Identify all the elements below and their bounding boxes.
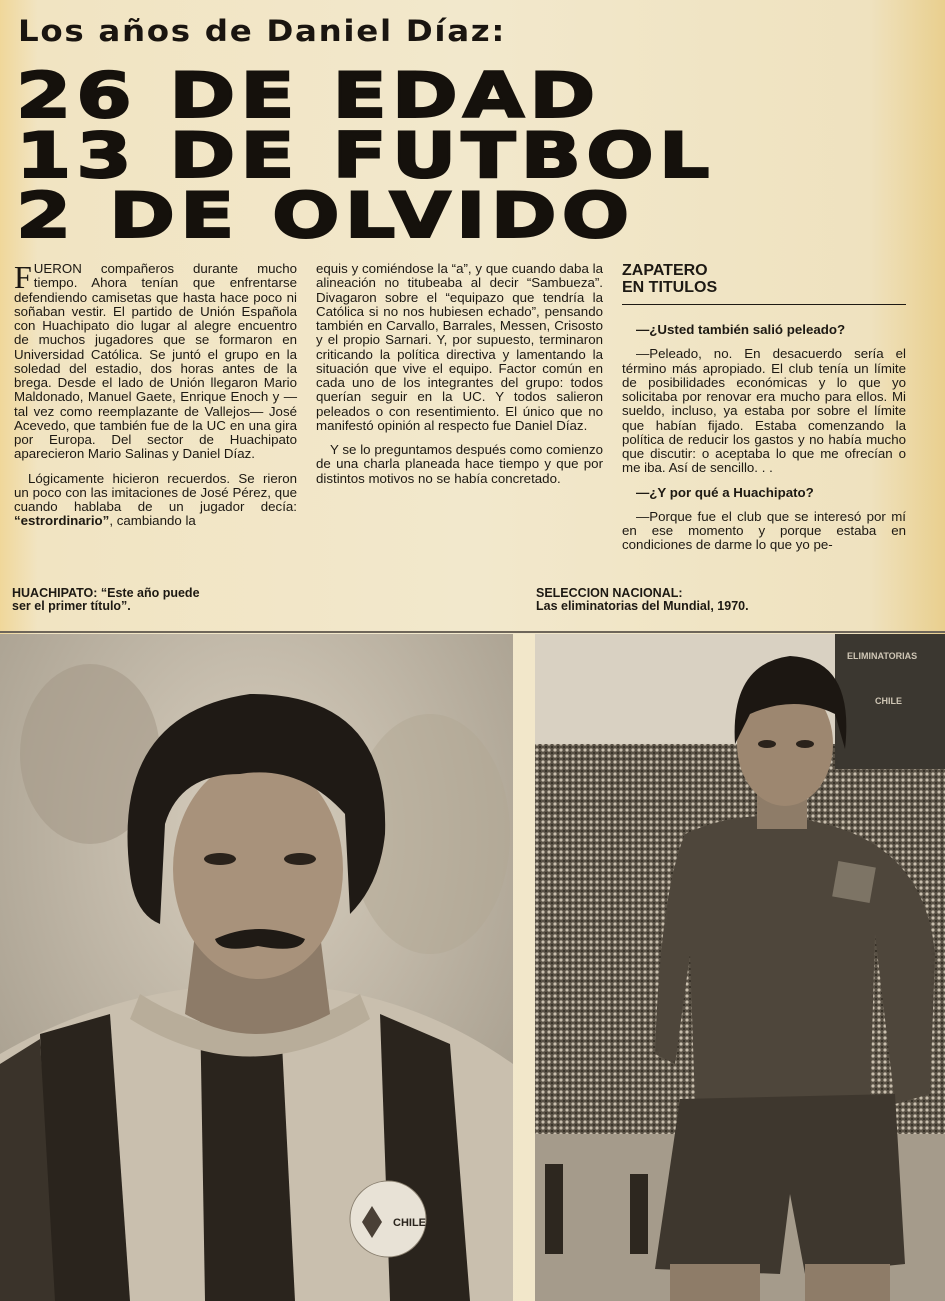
paragraph-text: , cambiando la [109,513,196,529]
player-illustration [535,634,945,1301]
answer: —Porque fue el club que se interesó por mí en ese momento y porque estaba en condiciones de darme lo que yo pe- [622,508,906,553]
caption-line: SELECCION NACIONAL: [536,586,683,600]
scoreboard-text: ELIMINATORIAS [847,651,918,661]
caption-left [12,587,200,613]
article-column-3 [622,262,906,563]
question: —¿Y por qué a Huachipato? [636,484,814,500]
paragraph-text: Lógicamente hicieron recuerdos. Se rieron un poco con las imitaciones de José Pérez, que cuando hablaba de un jugador decía: [14,470,297,514]
photo-top-rule [0,631,945,633]
headline-line-3: 2 DE OLVIDO [16,179,635,252]
photo-left-portrait [0,634,513,1301]
paragraph: equis y comiéndose la “a”, y que cuando daba la alineación no titubeaba al decir “Sambueza”. Divagaron sobre el “equipazo que tendría la Católica si no nos hubiesen echado”, pensando también en Carvallo, Barrales, Messen, Crisosto y el propio Sarnari. Y, por supuesto, terminaron criticando la política directiva y lamentando la situación que vive el equipo. Factor común en cada uno de los integrantes del grupo: todos querían seguir en la UC. Y todos salieron peleados o con resentimiento. El único que no manifestó opinión al respecto fue Daniel Díaz. [316,261,603,433]
subheading-line: EN TITULOS [622,279,718,296]
subheading [622,262,906,296]
caption-line: HUACHIPATO: “Este año puede [12,586,200,600]
article-column-2 [316,262,603,496]
photo-right-national-team [535,634,945,1301]
drop-cap: F [14,259,32,295]
scoreboard-text: CHILE [875,696,902,706]
question: —¿Usted también salió peleado? [636,322,846,337]
divider [622,304,906,305]
paragraph [14,472,297,529]
portrait-illustration [0,634,513,1301]
caption-line: ser el primer título”. [12,599,131,613]
paragraph [14,259,297,462]
headline-line-2: 13 DE FUTBOL [16,119,715,192]
paragraph: Y se lo preguntamos después como comienzo de una charla planeada hace tiempo y que por distintos motivos no se había concretado. [316,442,603,486]
bold-quote: “estrordinario” [14,513,110,529]
answer: —Peleado, no. En desacuerdo sería el término más apropiado. El club tenía un límite de posibilidades económicas y lo que yo solicitaba por renovar era mucho para ellos. Mi sueldo, incluso, ya estaba por sobre el límite que habían fijado. Estaba comenzando la política de reducir los gastos y no había mucho que discutir: o aceptaba lo que me ofrecían o me iba. Así de sencillo. . . [622,346,906,476]
subheading-line: ZAPATERO [622,262,708,279]
kicker-title: Los años de Daniel Díaz: [18,14,507,48]
caption-right [536,587,749,613]
caption-line: Las eliminatorias del Mundial, 1970. [536,599,749,613]
paragraph-text: UERON compañeros durante mucho tiempo. Ahora tenían que enfrentarse defendiendo camisetas que hasta hace poco ni soñaban vestir. El partido de Unión Española con Huachipato dio lugar al alegre encuentro de muchos jugadores que se formaron en Universidad Católica. Se juntó el grupo en la soledad del estadio, dos horas antes de la brega. Desde el lado de Unión llegaron Mario Maldonado, Manuel Gaete, Enrique Enoch y —tal vez como reemplazante de Vallejos— José Acevedo, que también fue de la UC en una gira por Europa. Del sector de Huachipato aparecieron Mario Salinas y Daniel Díaz. [14,261,297,462]
badge-text: CHILE [393,1217,426,1229]
article-column-1 [14,259,297,539]
headline-line-1: 26 DE EDAD [16,59,601,132]
